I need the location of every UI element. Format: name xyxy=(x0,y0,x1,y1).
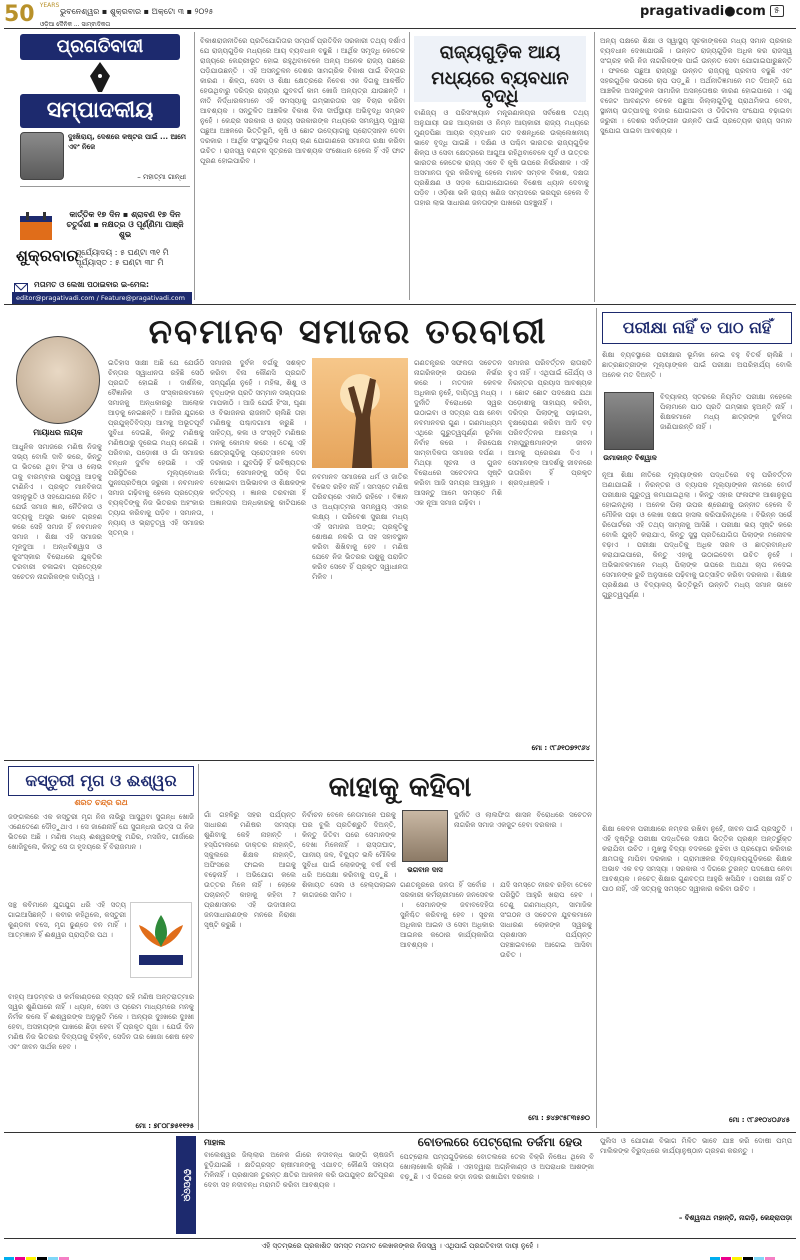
lotus-icon xyxy=(130,902,192,978)
kasturi-headline: କସ୍ତୁରୀ ମୃଗ ଓ ଈଶ୍ୱର xyxy=(8,766,194,796)
color-registration-strip xyxy=(4,1250,70,1260)
side-feature-intro: ଶିକ୍ଷା ବ୍ୟବସ୍ଥାରେ ପରୀକ୍ଷାର ଭୂମିକା ନେଇ ବହୁ ବିତର୍କ ଚାଲିଛି । ଛାତ୍ରଛାତ୍ରୀଙ୍କ ମୂଲ୍ୟାଙ୍କନ ପାଇଁ ପରୀକ୍ଷା ଅପରିହାର୍ଯ୍ୟ ବୋଲି ଅନେକ ମତ ଦିଅନ୍ତି । xyxy=(602,351,792,379)
top-article-headline-line2: ମଧ୍ୟରେ ବ୍ୟବଧାନ ବୃଦ୍ଧି xyxy=(431,68,569,107)
kasturi-author: ଶରତ ଚନ୍ଦ୍ର ରଥ xyxy=(74,798,128,807)
letters-left-title: ମାହାଲ xyxy=(204,1138,226,1147)
sunset: ସୂର୍ଯ୍ୟାସ୍ତ : ୫ ଘଣ୍ଟା ୩୮ ମି xyxy=(76,258,164,267)
quote-author: – ମହାତ୍ମା ଗାନ୍ଧୀ xyxy=(137,173,186,181)
sidebar-tagline: ଓଡ଼ିଆ ଦୈନିକ ... ସାମ୍ବାଦିକତା xyxy=(40,21,111,28)
contact-label: ମତାମତ ଓ ଲେଖା ପଠାଇବାର ଇ-ମେଲ: xyxy=(34,280,150,289)
main-feature-col4: ନବମାନବ ସମାଜରେ ଧର୍ମ ଓ ଜାତିର ବିଭେଦ ରହିବ ନାହିଁ । ସମସ୍ତେ ମଣିଷ ପରିଚୟରେ ଏକାଠି ରହିବେ । ବିଜ୍ଞାନ ଓ ଅଧ୍ୟାତ୍ମର ସମନ୍ୱୟ ଏହାର ଲକ୍ଷ୍ୟ । ପରିବେଶ ସୁରକ୍ଷା ମଧ୍ୟ ଏହି ସମାଜର ଅଙ୍ଗ; ପ୍ରକୃତିକୁ ଶୋଷଣ ନକରି ତା ସହ ସହାବସ୍ଥାନ କରିବା ଶିଖିବାକୁ ହେବ । ମଣିଷ ଯେବେ ନିଜ ଭିତରର ପଶୁକୁ ପରାଜିତ କରିବ ସେବେ ହିଁ ପ୍ରକୃତ ସ୍ୱାଧୀନତା ମିଳିବ । xyxy=(312,473,408,581)
letters-body-2: ପୁଲିସ ଓ ଯୋଗାଣ ବିଭାଗ ମିଳିତ ଭାବେ ଯାଞ୍ଚ କରି ଦୋଷୀ ପମ୍ପ ମାଲିକଙ୍କ ବିରୁଦ୍ଧରେ କାର୍ଯ୍ୟାନୁଷ୍ଠାନ ଗ୍ରହଣ କରନ୍ତୁ । xyxy=(600,1137,792,1155)
mail-icon xyxy=(14,280,28,292)
top-article-body: ବାଣିଜ୍ୟ ଓ ପରିସଂଖ୍ୟାନ ମନ୍ତ୍ରଣାଳୟର ସର୍ବଶେଷ ତଥ୍ୟ ଅନୁଯାୟୀ ଉଚ୍ଚ ଆୟକାରୀ ଓ ନିମ୍ନ ଆୟକାରୀ ରାଜ୍ୟ ମଧ୍ୟରେ ମୁଣ୍ଡପିଛା ଆୟର ବ୍ୟବଧାନ ଗତ ଦଶନ୍ଧିରେ ଉଲ୍ଲେଖନୀୟ ଭାବେ ବୃଦ୍ଧି ପାଇଛି । ଦକ୍ଷିଣ ଓ ପଶ୍ଚିମ ଭାରତର ରାଜ୍ୟଗୁଡ଼ିକ ଶିଳ୍ପ ଓ ସେବା କ୍ଷେତ୍ରରେ ଆଗୁଆ ରହିଥିବାବେଳେ ପୂର୍ବ ଓ ଉତ୍ତର ଭାରତର କେତେକ ରାଜ୍ୟ ଏବେ ବି କୃଷି ଉପରେ ନିର୍ଭରଶୀଳ । ଏହି ଅସମାନତା ଦୂର କରିବାକୁ ହେଲେ ମାନବ ସମ୍ବଳ ବିକାଶ, ଦକ୍ଷତା ପ୍ରଶିକ୍ଷଣ ଓ ସଡ଼କ ଯୋଗାଯୋଗରେ ବିଶେଷ ଧ୍ୟାନ ଦେବାକୁ ପଡ଼ିବ । ଓଡ଼ିଶା ଭଳି ରାଜ୍ୟ ଖଣିଜ ସମ୍ପଦରେ ଭରପୂର ହେଲେ ବି ତାହାର ଲାଭ ସାଧାରଣ ଜନତାଙ୍କ ପାଖରେ ପହଞ୍ଚୁନାହିଁ । xyxy=(414,109,589,207)
side-feature-body-2: ଶିକ୍ଷା କେବଳ ପରୀକ୍ଷାରେ ନମ୍ବର ରଖିବା ନୁହେଁ, ଜୀବନ ପାଇଁ ପ୍ରସ୍ତୁତି । ଏହି ଦୃଷ୍ଟିରୁ ପରୀକ୍ଷା ପଦ୍ଧତିରେ ଦକ୍ଷତା ଭିତ୍ତିକ ପ୍ରଶ୍ନ ଅନ୍ତର୍ଭୁକ୍ତ କରାଯିବା ଉଚିତ । ମୁଖସ୍ଥ ବିଦ୍ୟା ବଦଳରେ ବୁଝିବା ଓ ପ୍ରୟୋଗ କରିବାର କ୍ଷମତାକୁ ମାପିବା ଦରକାର । ଗ୍ରାମାଞ୍ଚଳର ବିଦ୍ୟାଳୟଗୁଡ଼ିକରେ ଶିକ୍ଷକ ଅଭାବ ଏକ ବଡ଼ ସମସ୍ୟା । ସରକାର ଏ ଦିଗରେ ତୁରନ୍ତ ପଦକ୍ଷେପ ନେବା ଆବଶ୍ୟକ । ନଚେତ୍ ଶିକ୍ଷାର ଗୁଣବତ୍ତା ଆହୁରି ଖସିଯିବ । ପରୀକ୍ଷା ନାହିଁ ତ ପାଠ ନାହିଁ, ଏହି ସତ୍ୟକୁ ସମସ୍ତେ ସ୍ୱୀକାର କରିବା ଉଚିତ । xyxy=(602,825,792,893)
kahaku-col5: ଯଦି ସମସ୍ତେ ନୀରବ ରହିବା ତେବେ ପରିସ୍ଥିତି ଆହୁରି ଖରାପ ହେବ । ତେଣୁ ଗଣମାଧ୍ୟମ, ସାମାଜିକ ସଂଗଠନ ଓ ସଚେତନ ଯୁବକମାନେ ସାଧାରଣ ଲୋକଙ୍କ ସ୍ୱରକୁ ପ୍ରଶାସନ ପର୍ଯ୍ୟନ୍ତ ପହଞ୍ଚାଇବାରେ ଆଗେଇ ଆସିବା ଉଚିତ । xyxy=(500,881,592,959)
kahaku-author-photo xyxy=(402,810,448,862)
kahaku-col3: ଗଣତନ୍ତ୍ରରେ ଜନତା ହିଁ ସର୍ବୋଚ୍ଚ । ସରକାରୀ କର୍ମଚାରୀମାନେ ଜନସେବକ । ସେମାନଙ୍କ ଜବାବଦେହିତା ସୁନିଶ୍ଚିତ କରିବାକୁ ହେବ । ସୂଚନା ଅଧିକାର ଆଇନ ଓ ସେବା ଅଧିକାର ଆଇନର କଠୋର କାର୍ଯ୍ୟକାରିତା ଆବଶ୍ୟକ । xyxy=(400,881,494,949)
weekday: ଶୁକ୍ରବାର xyxy=(16,246,79,265)
kasturi-body-3: ବାହ୍ୟ ଆଡ଼ମ୍ବର ଓ କର୍ମକାଣ୍ଡରେ ବ୍ୟସ୍ତ ରହି ମଣିଷ ଅନ୍ତରାତ୍ମାର ସ୍ୱର ଶୁଣିପାରେ ନାହିଁ । ଧ୍ୟାନ, ସେବା ଓ ପ୍ରେମ ମାଧ୍ୟମରେ ମନକୁ ନିର୍ମଳ କଲେ ହିଁ ଈଶ୍ୱରଙ୍କ ଅନୁଭୂତି ମିଳେ । ଅନ୍ୟର ଦୁଃଖରେ ଦୁଃଖୀ ହେବା, ଅସହାୟଙ୍କ ପାଖରେ ଛିଡ଼ା ହେବା ହିଁ ପ୍ରକୃତ ପୂଜା । ଯେଉଁ ଦିନ ମଣିଷ ନିଜ ଭିତରର ଦିବ୍ୟତାକୁ ଚିହ୍ନିବ, ସେଦିନ ତାର ଖୋଜା ଶେଷ ହେବ ଏବଂ ଜୀବନ ସାର୍ଥକ ହେବ । xyxy=(8,993,194,1051)
issue-date: ଭୁବନେଶ୍ୱର ▪ ଶୁକ୍ରବାର ▪ ଅକ୍ଟୋ ୩ ▪ ୨୦୨୫ xyxy=(60,7,214,16)
gandhi-portrait xyxy=(20,132,64,180)
editorial-body-col1: ବିକାଶରାଜନୀତିରେ ପ୍ରତିଯୋଗିତାର ସମ୍ପର୍କ ପ୍ରତିଦିନ ସରକାରୀ ତଥ୍ୟ ଦର୍ଶାଏ ଯେ ରାଜ୍ୟଗୁଡ଼ିକ ମଧ୍ୟରେ ଆୟ ବ୍ୟବଧାନ ବଢୁଛି । ଆର୍ଥିକ ସମୃଦ୍ଧି କେତେକ ରାଜ୍ୟରେ କେନ୍ଦ୍ରୀଭୂତ ହୋଇ ରହୁଥିବାବେଳେ ଅନ୍ୟ ଅନେକ ରାଜ୍ୟ ପଛରେ ପଡ଼ିଯାଉଛନ୍ତି । ଏହି ଅସନ୍ତୁଳନ ଦେଶର ସାମଗ୍ରିକ ବିକାଶ ପାଇଁ ଚିନ୍ତାର କାରଣ । ଶିଳ୍ପ, ସେବା ଓ ଶିକ୍ଷା କ୍ଷେତ୍ରରେ ନିବେଶ ଏକ ଦିଗକୁ ଆକର୍ଷିତ ହେଉଥିବାରୁ ଦରିଦ୍ର ରାଜ୍ୟର ଯୁବବର୍ଗ କାମ ଖୋଜି ଅନ୍ୟତ୍ର ଯାଉଛନ୍ତି । ନୀତି ନିର୍ଦ୍ଧାରକମାନେ ଏହି ସମସ୍ୟାକୁ ଗମ୍ଭୀରତାର ସହ ବିଚାର କରିବା ଆବଶ୍ୟକ । ସନ୍ତୁଳିତ ଆଞ୍ଚଳିକ ବିକାଶ ବିନା ଦୀର୍ଘସ୍ଥାୟୀ ଅଭିବୃଦ୍ଧି ସମ୍ଭବ ନୁହେଁ । କେନ୍ଦ୍ର ସରକାର ଓ ରାଜ୍ୟ ସରକାରଙ୍କ ମଧ୍ୟରେ ସମନ୍ୱୟ ଦ୍ୱାରା ପଛୁଆ ଅଞ୍ଚଳରେ ଭିତ୍ତିଭୂମି, କୃଷି ଓ ଛୋଟ ଉଦ୍ୟୋଗକୁ ପ୍ରୋତ୍ସାହନ ଦେବା ଦରକାର । ଆର୍ଥିକ ସଂସ୍ଥାଗୁଡ଼ିକ ମଧ୍ୟ ଋଣ ଯୋଗାଣରେ ସମାନତା ରକ୍ଷା କରିବା ଉଚିତ । ରାଜସ୍ୱ ବଣ୍ଟନ ସୂତ୍ରରେ ଆବଶ୍ୟକ ସଂଶୋଧନ ହେଲେ ହିଁ ଏହି ଫାଟ ପୂରଣ ହୋଇପାରିବ । xyxy=(200,37,405,165)
kahaku-col1: ଗାଁ ଗହଳିରୁ ସହର ପର୍ଯ୍ୟନ୍ତ ସାଧାରଣ ମଣିଷର ସମସ୍ୟା ଶୁଣିବାକୁ କେହି ନାହାନ୍ତି । ହସ୍ପିଟାଲରେ ଡାକ୍ତର ନାହାନ୍ତି, ସ୍କୁଲରେ ଶିକ୍ଷକ ନାହାନ୍ତି, ଅଫିସରେ ଫାଇଲ ଆଗକୁ ବଢ଼େନାହିଁ । ଅଭିଯୋଗ କଲେ ଉତ୍ତର ମିଳେ ନାହିଁ । ଲୋକେ ପଚାରନ୍ତି କାହାକୁ କହିବା ? ପ୍ରଶାସନର ଏହି ଉଦାସୀନତା ଜନସାଧାରଣଙ୍କ ମନରେ ନିରାଶା ସୃଷ୍ଟି କରୁଛି । xyxy=(204,811,296,929)
main-feature-col6: ସମାଜର ପରିବର୍ତ୍ତନ ରାତାରାତି ହୁଏ ନାହିଁ । ଏଥିପାଇଁ ଧୈର୍ଯ୍ୟ ଓ ନିରନ୍ତର ପ୍ରୟାସ ଆବଶ୍ୟକ । ଛୋଟ ଛୋଟ ପଦକ୍ଷେପ ଯଥା ପଡ଼ୋଶୀକୁ ସାହାଯ୍ୟ କରିବା, ଦରିଦ୍ର ପିଲାଙ୍କୁ ପଢ଼ାଇବା, ବୃକ୍ଷରୋପଣ କରିବା ଆଦି ବଡ଼ ପରିବର୍ତ୍ତନର ଆରମ୍ଭ । ମହାପୁରୁଷମାନଙ୍କ ଜୀବନ ଆମକୁ ପ୍ରେରଣା ଦିଏ । ସେମାନଙ୍କ ଆଦର୍ଶକୁ ଜୀବନରେ ଉତାରିବା ହିଁ ପ୍ରକୃତ ଶ୍ରଦ୍ଧାଞ୍ଜଳି । xyxy=(508,359,592,487)
top-article-headline-box xyxy=(414,36,586,107)
side-feature-author-photo xyxy=(604,392,654,450)
footer-note: ଏହି ସ୍ତମ୍ଭରେ ପ୍ରକାଶିତ ସମସ୍ତ ମତାମତ ଲେଖକଙ୍କର ନିଜସ୍ୱ । ଏଥିପାଇଁ ପ୍ରଗତିବାଦୀ ଦାୟୀ ନୁହେଁ । xyxy=(261,1242,539,1250)
main-feature-col2: ଇତିହାସ ସାକ୍ଷୀ ଅଛି ଯେ ଯେଉଁଠି ଚିନ୍ତାର ସ୍ୱାଧୀନତା ରହିଛି ସେଠି ପ୍ରଗତି ହୋଇଛି । ଦାର୍ଶନିକ, ବୈଜ୍ଞାନିକ ଓ ସଂସ୍କାରକମାନେ ସମାଜକୁ ଅନ୍ଧକାରରୁ ଆଲୋକ ଆଡ଼କୁ ନେଇଛନ୍ତି । ଆଜିର ଯୁଗରେ ପ୍ରଯୁକ୍ତିବିଦ୍ୟା ଆମକୁ ଅଭୂତପୂର୍ବ ସୁବିଧା ଦେଇଛି, କିନ୍ତୁ ମଣିଷକୁ ମଣିଷଠାରୁ ଦୂରେଇ ମଧ୍ୟ ନେଇଛି । ପରିବାର, ପଡ଼ୋଶୀ ଓ ଗାଁ ସମାଜର ବନ୍ଧନ ଦୁର୍ବଳ ହେଉଛି । ଏହି ପରିସ୍ଥିତିରେ ମୂଲ୍ୟବୋଧର ପୁନଃପ୍ରତିଷ୍ଠା ଜରୁରୀ । ନବମାନବ ସମାଜ ଗଢ଼ିବାକୁ ହେଲେ ପ୍ରତ୍ୟେକ ବ୍ୟକ୍ତିଙ୍କୁ ନିଜ ଭିତରର ଅହଂକାର ତ୍ୟାଗ କରିବାକୁ ପଡ଼ିବ । ସମାନତା, ନ୍ୟାୟ ଓ ଭ୍ରାତୃତ୍ୱ ଏହି ସମାଜର ସ୍ତମ୍ଭ । xyxy=(108,359,204,537)
contact-email[interactable]: editor@pragativadi.com / Feature@pragativadi.com xyxy=(12,292,192,304)
editorial-body-col3: ଅନ୍ୟ ପକ୍ଷରେ ଶିକ୍ଷା ଓ ସ୍ୱାସ୍ଥ୍ୟ ସୂଚକାଙ୍କରେ ମଧ୍ୟ ସମାନ ପ୍ରକାର ବ୍ୟବଧାନ ଦେଖାଯାଉଛି । ଉନ୍ନତ ରାଜ୍ୟଗୁଡ଼ିକ ଅଧିକ କର ରାଜସ୍ୱ ସଂଗ୍ରହ କରି ନିଜ ନାଗରିକଙ୍କ ପାଇଁ ଉନ୍ନତ ସେବା ଯୋଗାଇପାରୁଛନ୍ତି । ଫଳରେ ପଛୁଆ ରାଜ୍ୟରୁ ଉନ୍ନତ ରାଜ୍ୟକୁ ପ୍ରବାସ ବଢୁଛି ଏବଂ ସହରଗୁଡ଼ିକ ଉପରେ ଚାପ ପଡ଼ୁଛି । ଅର୍ଥନୀତିଜ୍ଞମାନେ ମତ ଦିଅନ୍ତି ଯେ ଆଞ୍ଚଳିକ ଅସନ୍ତୁଳନ ସାମାଜିକ ଅସନ୍ତୋଷର କାରଣ ହୋଇପାରେ । ଏଣୁ ବଜେଟ ଆବଣ୍ଟନ ବେଳେ ପଛୁଆ ଜିଲ୍ଲାଗୁଡ଼ିକୁ ପ୍ରାଥମିକତା ଦେବା, ସ୍ଥାନୀୟ ଉତ୍ପାଦକୁ ବଜାର ଯୋଗାଇବା ଓ ଡିଜିଟାଲ ସଂଯୋଗ ବଢ଼ାଇବା ଜରୁରୀ । ଦେଶର ସର୍ବାଙ୍ଗୀନ ଉନ୍ନତି ପାଇଁ ପ୍ରତ୍ୟେକ ରାଜ୍ୟ ସମାନ ସୁଯୋଗ ପାଇବା ଆବଶ୍ୟକ । xyxy=(600,37,792,135)
side-feature-author: ଉମାକାନ୍ତ ବିଶ୍ୱାଳ xyxy=(603,454,657,462)
kahaku-col4: ଦୁର୍ନୀତି ଓ ଲାଲଫିତା ଶାସନ ବିରୋଧରେ ସଚେତନ ନାଗରିକ ସମାଜ ଏକଜୁଟ ହେବା ଦରକାର । xyxy=(454,811,592,829)
pen-nib-icon xyxy=(88,62,112,92)
letters-signature: – ବିଶ୍ୱନାଥ ମହାନ୍ତି, ନାଗଡ଼ି, କେନ୍ଦ୍ରାପଡ଼ା xyxy=(678,1214,792,1222)
main-feature-headline: ନବମାନବ ସମାଜର ତରବାରୀ xyxy=(148,312,548,352)
side-feature-headline: ପରୀକ୍ଷା ନାହିଁ ତ ପାଠ ନାହିଁ xyxy=(602,312,792,344)
editorial-quote: ଦୁଃଖିରାୟ, ଦେଶରେ କଷ୍ଟର ପାଇଁ ... ଆମେ ଏବଂ ନିଜେ xyxy=(68,133,186,151)
side-feature-body: ନୂଆ ଶିକ୍ଷା ନୀତିରେ ମୂଲ୍ୟାଙ୍କନ ପଦ୍ଧତିରେ ବହୁ ପରିବର୍ତ୍ତନ ଅଣାଯାଇଛି । ନିରନ୍ତର ଓ ବ୍ୟାପକ ମୂଲ୍ୟାଙ୍କନ ନାମରେ ବୋର୍ଡ ପରୀକ୍ଷାର ଗୁରୁତ୍ୱ କମାଯାଇଥିଲା । କିନ୍ତୁ ଏହାର ଫଳାଫଳ ଆଶାନୁରୂପ ହୋଇନଥିଲା । ଅନେକ ପିଲା ଉପର ଶ୍ରେଣୀକୁ ଉନ୍ନୀତ ହେଲେ ବି ମୌଳିକ ପଢ଼ା ଓ ଲେଖା ଦକ୍ଷତା ହାସଲ କରିପାରିନଥିଲେ । ବିଭିନ୍ନ ସର୍ଭେ ରିପୋର୍ଟରେ ଏହି ତଥ୍ୟ ସାମ୍ନାକୁ ଆସିଛି । ପରୀକ୍ଷା ଭୟ ସୃଷ୍ଟି କରେ ବୋଲି ଯୁକ୍ତି କରାଯାଏ, କିନ୍ତୁ ସୁସ୍ଥ ପ୍ରତିଯୋଗିତା ପିଲାଙ୍କ ମନୋବଳ ବଢ଼ାଏ । ପରୀକ୍ଷା ପଦ୍ଧତିକୁ ଅଧିକ ସରଳ ଓ ଛାତ୍ରବାନ୍ଧବ କରାଯାଇପାରେ, କିନ୍ତୁ ଏହାକୁ ଉଠାଇଦେବା ଉଚିତ ନୁହେଁ । ଅଭିଭାବକମାନେ ମଧ୍ୟ ପିଲାଙ୍କ ଉପରେ ଅଯଥା ଚାପ ନଦେଇ ସେମାନଙ୍କ ରୁଚି ଅନୁସାରେ ପଢ଼ିବାକୁ ଉତ୍ସାହିତ କରିବା ଦରକାର । ଶିକ୍ଷକ ପ୍ରଶିକ୍ଷଣ ଓ ବିଦ୍ୟାଳୟ ଭିତ୍ତିଭୂମି ଉନ୍ନତି ମଧ୍ୟ ସମାନ ଭାବେ ଗୁରୁତ୍ୱପୂର୍ଣ୍ଣ । xyxy=(602,471,792,599)
kasturi-code: ମୋ : ୭୮୦୮୭୫୧୧୨୫ xyxy=(135,1122,194,1130)
kahaku-author: ଭଗବାନ ଦାସ xyxy=(407,866,443,874)
letters-section-title: ଚିଠିପତ୍ର xyxy=(181,1168,191,1202)
kasturi-body-2: ସନ୍ଥ କବିମାନେ ଯୁଗଯୁଗ ଧରି ଏହି ସତ୍ୟ ଗାଇଆସିଛନ୍ତି । କବୀର କହିଥିଲେ, କସ୍ତୁରୀ କୁଣ୍ଡଳୀ ବସେ, ମୃଗ ଢୁଣ୍ଡେ ବନ ମାହିଁ । ଆତ୍ମଜ୍ଞାନ ହିଁ ଈଶ୍ୱର ପ୍ରାପ୍ତିର ପଥ । xyxy=(8,901,126,939)
main-feature-author-photo xyxy=(16,336,100,424)
sunrise: ସୂର୍ଯ୍ୟୋଦୟ : ୫ ଘଣ୍ଟା ୩୧ ମି xyxy=(76,248,169,257)
site-name[interactable]: pragativadi●com xyxy=(640,4,766,19)
letters-left-body: ବାଲେଶ୍ୱର ଜିଲ୍ଲାର ଅନେକ ଗାଁରେ ନଦୀବନ୍ଧ ଭାଙ୍ଗି ଚାଷଜମି ବୁଡ଼ିଯାଇଛି । କ୍ଷତିଗ୍ରସ୍ତ ଚାଷୀମାନଙ୍କୁ ଏଯାବତ୍ କୌଣସି ସହାୟତା ମିଳିନାହିଁ । ପ୍ରଶାସନ ତୁରନ୍ତ କ୍ଷତିର ଆକଳନ କରି ଉପଯୁକ୍ତ କ୍ଷତିପୂରଣ ଦେବା ସହ ନଦୀବନ୍ଧ ମରାମତି କରିବା ଆବଶ୍ୟକ । xyxy=(204,1151,394,1189)
kahaku-code: ମୋ : ୭୪୭୯୫୮୩୫୭୦ xyxy=(528,1114,590,1122)
editorial-title: ସମ୍ପାଦକୀୟ xyxy=(20,94,180,128)
letters-section-label xyxy=(176,1136,196,1234)
main-feature-col1: ଆଧୁନିକ ସମାଜରେ ମଣିଷ ନିଜକୁ ସଭ୍ୟ ବୋଲି ଦାବି କରେ, କିନ୍ତୁ ତା ଭିତରେ ଥିବା ହିଂସା ଓ ଲୋଭ ତାକୁ ବାରମ୍ବାର ପଶୁତ୍ୱ ଆଡ଼କୁ ଟାଣିନିଏ । ପ୍ରକୃତ ମାନବିକତା ସହାନୁଭୂତି ଓ ସହଯୋଗରେ ନିହିତ । ଯେଉଁ ସମାଜ ଜ୍ଞାନ, ନୈତିକତା ଓ ସତ୍ୟକୁ ଅସ୍ତ୍ର ଭାବେ ଗ୍ରହଣ କରେ ସେହି ସମାଜ ହିଁ ନବମାନବ ସମାଜ । ଶିକ୍ଷା ଏହି ସମାଜର ମୂଳଦୁଆ । ଅନ୍ଧବିଶ୍ୱାସ ଓ କୁସଂସ୍କାର ବିରୋଧରେ ଯୁକ୍ତିର ତରବାରୀ ଚଳାଇବା ପ୍ରତ୍ୟେକ ସଚେତନ ନାଗରିକଙ୍କ ଦାୟିତ୍ୱ । xyxy=(12,443,102,581)
letters-body-1: ପେଟ୍ରୋଲ ପମ୍ପଗୁଡ଼ିକରେ ବୋତଲରେ ତେଲ ବିକ୍ରି ନିଷେଧ ଥିଲେ ବି ଖୋଲାଖୋଲି ଚାଲିଛି । ଏହାଦ୍ୱାରା ଅଗ୍ନିକାଣ୍ଡ ଓ ଅପରାଧର ଆଶଙ୍କା ବଢ଼ୁଛି । ଏ ଦିଗରେ କଡ଼ା ନଜର ରଖାଯିବା ଦରକାର । xyxy=(400,1153,594,1181)
main-feature-code: ମୋ : ୯୮୬୧୦୭୨୯୬୪ xyxy=(531,744,590,752)
calendar-icon xyxy=(18,210,54,242)
main-feature-illustration xyxy=(312,358,408,468)
panchang: କାର୍ତ୍ତିକ ୧୭ ଦିନ ▪ ଶ୍ରାବଣ ୧୭ ଦିନ ଚତୁର୍ଦ୍ଦଶୀ ▪ ନକ୍ଷତ୍ର ଓ ପୂର୍ଣ୍ଣିମା ପାଞ୍ଜି ଶୁଭ xyxy=(66,210,184,239)
side-feature-col-right: ବିଦ୍ୟାଳୟ ସ୍ତରରେ ନିୟମିତ ପରୀକ୍ଷା ନହେଲେ ପିଲାମାନେ ପାଠ ପ୍ରତି ଗମ୍ଭୀର ହୁଅନ୍ତି ନାହିଁ । ଶିକ୍ଷକମାନେ ମଧ୍ୟ ଛାତ୍ରଙ୍କ ଦୁର୍ବଳତା ଜାଣିପାରନ୍ତି ନାହିଁ । xyxy=(660,393,792,431)
main-feature-col3: ସମାଜର ଦୁର୍ବଳ ବର୍ଗକୁ ସଶକ୍ତ କରିବା ବିନା କୌଣସି ପ୍ରଗତି ସମ୍ପୂର୍ଣ୍ଣ ନୁହେଁ । ମହିଳା, ଶିଶୁ ଓ ବୃଦ୍ଧଙ୍କ ପ୍ରତି ସମ୍ମାନ ସଭ୍ୟତାର ମାପକାଠି । ଆଜି ଯେଉଁ ହିଂସା, ଘୃଣା ଓ ବିଭାଜନର ରାଜନୀତି ଚାଲିଛି ତାହା ମଣିଷକୁ ପଶ୍ଚାଦଗାମୀ କରୁଛି । ସାହିତ୍ୟ, କଳା ଓ ସଂସ୍କୃତି ମଣିଷର ମନକୁ କୋମଳ କରେ । ତେଣୁ ଏହି କ୍ଷେତ୍ରଗୁଡ଼ିକୁ ପ୍ରୋତ୍ସାହନ ଦେବା ଦରକାର । ଯୁବପିଢ଼ି ହିଁ ଭବିଷ୍ୟତର ନିର୍ମାତା; ସେମାନଙ୍କୁ ସଠିକ୍ ଦିଗ ଦେଖାଇବା ଅଭିଭାବକ ଓ ଶିକ୍ଷକଙ୍କ କର୍ତ୍ତବ୍ୟ । ଜ୍ଞାନର ତରବାରୀ ହିଁ ଅଜ୍ଞାନତାର ଅନ୍ଧକାରକୁ କାଟିପାରେ । xyxy=(210,359,306,517)
side-feature-code: ମୋ : ୯୮୬୧୦୪୦୬୪୫ xyxy=(728,1116,790,1124)
brand-logo: ପ୍ରଗତିବାଦୀ xyxy=(20,34,180,60)
anniversary-word: YEARS xyxy=(39,2,60,9)
page-number: ୫ xyxy=(770,5,784,17)
anniversary-number: 50 xyxy=(4,2,35,27)
kahaku-headline: କାହାକୁ କହିବା xyxy=(328,770,472,803)
color-registration-strip-right xyxy=(710,1250,776,1260)
main-feature-col5: ଗଣତନ୍ତ୍ରର ସଫଳତା ସଚେତନ ନାଗରିକଙ୍କ ଉପରେ ନିର୍ଭର କରେ । ମତଦାନ କେବଳ ଅଧିକାର ନୁହେଁ, ଦାୟିତ୍ୱ ମଧ୍ୟ । ଦୁର୍ନୀତି ବିରୋଧରେ ସ୍ୱର ଉଠାଇବା ଓ ସତ୍ୟର ପକ୍ଷ ନେବା ନବମାନବର ଗୁଣ । ଗଣମାଧ୍ୟମ ଏଥିରେ ଗୁରୁତ୍ୱପୂର୍ଣ୍ଣ ଭୂମିକା ନିର୍ବାହ କରେ । ନିରପେକ୍ଷ ସାମ୍ବାଦିକତା ସମାଜର ଦର୍ପଣ । ମିଥ୍ୟା ସୂଚନା ଓ ଗୁଜବ ବିରୋଧରେ ସଚେତନତା ସୃଷ୍ଟି କରିବା ଆଜି ସମୟର ଆହ୍ୱାନ । ଆସନ୍ତୁ ଆମେ ସମସ୍ତେ ମିଶି ଏକ ନୂଆ ସମାଜ ଗଢ଼ିବା । xyxy=(414,359,502,507)
kahaku-col2: ନିର୍ବାଚନ ବେଳେ ନେତାମାନେ ଘରକୁ ଘର ବୁଲି ପ୍ରତିଶ୍ରୁତି ଦିଅନ୍ତି, କିନ୍ତୁ ଜିତିବା ପରେ ସେମାନଙ୍କ ଦେଖା ମିଳେନାହିଁ । ରାସ୍ତାଘାଟ, ପାନୀୟ ଜଳ, ବିଦ୍ୟୁତ ଭଳି ମୌଳିକ ସୁବିଧା ପାଇଁ ଲୋକଙ୍କୁ ବର୍ଷ ବର୍ଷ ଧରି ଅପେକ୍ଷା କରିବାକୁ ପଡ଼ୁଛି । ଶିକାୟତ ସେଲ ଓ ହେଲ୍ପଲାଇନ କାଗଜରେ ସୀମିତ । xyxy=(302,811,396,899)
letters-headline: ବୋତଲରେ ପେଟ୍ରୋଲ ତର୍ଜମା ହେଉ xyxy=(417,1135,583,1149)
main-feature-author: ମାୟାଧର ନାୟକ xyxy=(33,428,83,437)
top-article-headline-line1: ରାଜ୍ୟଗୁଡ଼ିକ ଆୟ xyxy=(439,42,561,63)
kasturi-body-1: ଜଙ୍ଗଲରେ ଏକ କସ୍ତୁରୀ ମୃଗ ନିଜ ନାଭିରୁ ଆସୁଥିବା ସୁଗନ୍ଧ ଖୋଜି ଏଣେତେଣେ ଦୌଡ଼ୁଥାଏ । ସେ ଜାଣେନାହିଁ ଯେ ସୁଗନ୍ଧର ଉତ୍ସ ତା ନିଜ ଭିତରେ ଅଛି । ମଣିଷ ମଧ୍ୟ ଈଶ୍ୱରଙ୍କୁ ମନ୍ଦିର, ମସଜିଦ, ଗୀର୍ଜାରେ ଖୋଜିବୁଲେ, କିନ୍ତୁ ସେ ତା ହୃଦୟରେ ହିଁ ବିରାଜମାନ । xyxy=(8,813,194,851)
